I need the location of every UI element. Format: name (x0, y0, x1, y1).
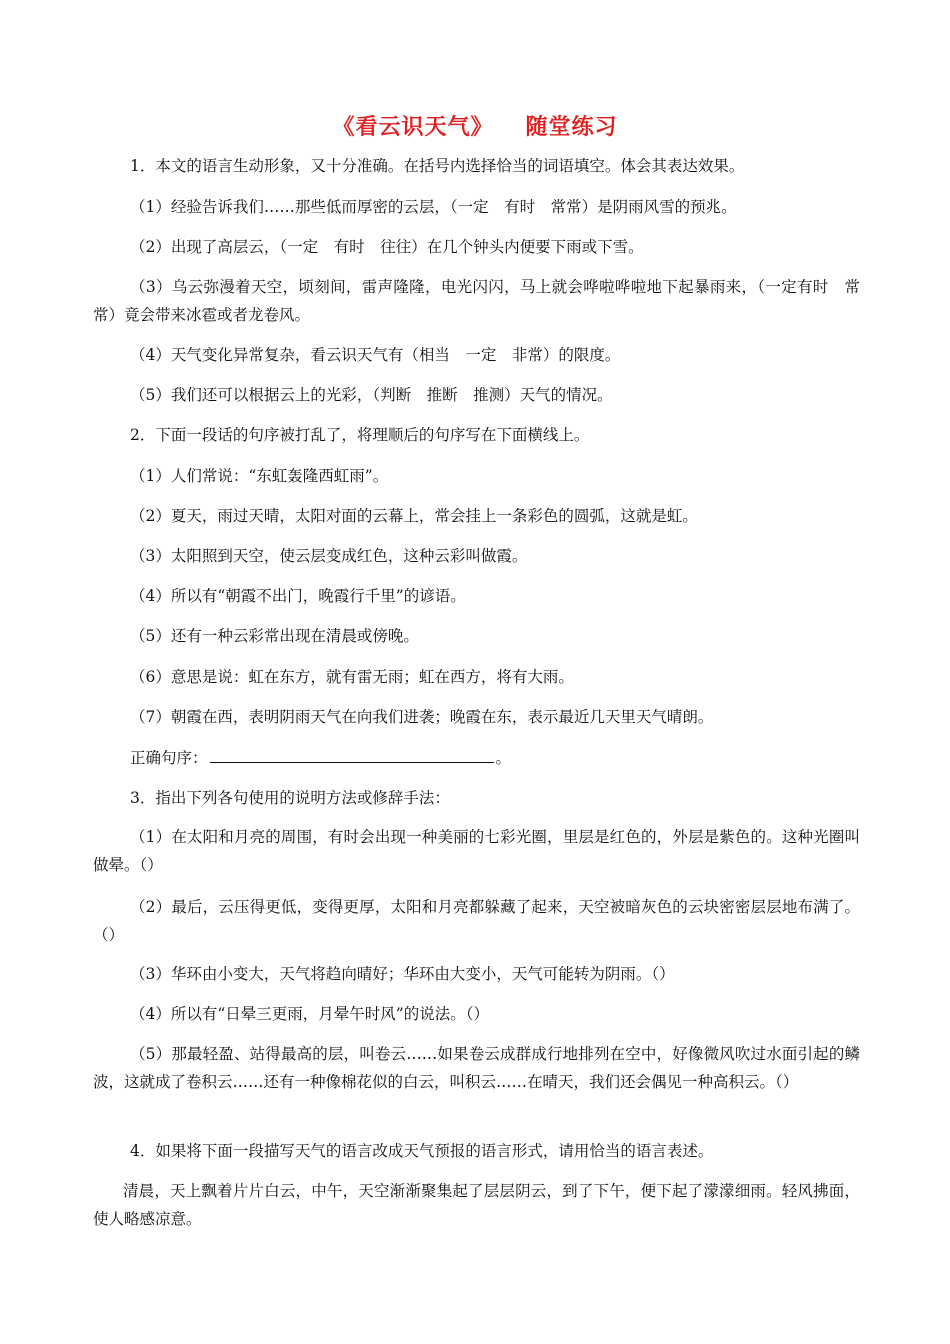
q3-item-3: （3）华环由小变大，天气将趋向晴好；华环由大变小，天气可能转为阴雨。（） (130, 965, 675, 983)
q1-item-2: （2）出现了高层云，（一定 有时 往往）在几个钟头内便要下雨或下雪。 (130, 238, 644, 256)
q3-item-2: （2）最后，云压得更低，变得更厚，太阳和月亮都躲藏了起来，天空被暗灰色的云块密密层层地布满了。（） (93, 898, 860, 944)
q1-item-5: （5）我们还可以根据云上的光彩，（判断 推断 推测）天气的情况。 (130, 386, 613, 404)
title-main: 《看云识天气》 (332, 114, 494, 140)
q2-stem: 2．下面一段话的句序被打乱了，将理顺后的句序写在下面横线上。 (130, 426, 590, 444)
q2-item-3: （3）太阳照到天空，使云层变成红色，这种云彩叫做霞。 (130, 547, 528, 565)
q1-item-1: （1）经验告诉我们……那些低而厚密的云层，（一定 有时 常常）是阴雨风雪的预兆。 (130, 198, 737, 216)
page-title (0, 110, 950, 141)
answer-end: 。 (495, 749, 512, 767)
q1-stem: 1．本文的语言生动形象，又十分准确。在括号内选择恰当的词语填空。体会其表达效果。 (130, 157, 745, 175)
q1-item-3: （3）乌云弥漫着天空，顷刻间，雷声隆隆，电光闪闪，马上就会哗啦哗啦地下起暴雨来，（一定有时 常常）竟会带来冰雹或者龙卷风。 (93, 278, 860, 324)
answer-blank[interactable] (210, 746, 494, 763)
q2-item-1: （1）人们常说：“东虹轰隆西虹雨”。 (130, 467, 389, 485)
q3-item-4: （4）所以有“日晕三更雨，月晕午时风”的说法。（） (130, 1005, 489, 1023)
q1-item-4: （4）天气变化异常复杂，看云识天气有（相当 一定 非常）的限度。 (130, 346, 621, 364)
q4-stem: 4．如果将下面一段描写天气的语言改成天气预报的语言形式，请用恰当的语言表述。 (130, 1142, 714, 1160)
q2-item-4: （4）所以有“朝霞不出门，晚霞行千里”的谚语。 (130, 587, 466, 605)
q3-stem: 3．指出下列各句使用的说明方法或修辞手法： (130, 789, 450, 807)
q2-item-6: （6）意思是说：虹在东方，就有雷无雨；虹在西方，将有大雨。 (130, 668, 574, 686)
q3-item-5: （5）那最轻盈、站得最高的层，叫卷云……如果卷云成群成行地排列在空中，好像微风吹过水面引起的鳞波，这就成了卷积云……还有一种像棉花似的白云，叫积云……在晴天，我们还会偶见一种高积云。（） (93, 1045, 860, 1091)
title-sub: 随堂练习 (525, 114, 618, 140)
q2-answer-row (130, 746, 511, 769)
q2-item-5: （5）还有一种云彩常出现在清晨或傍晚。 (130, 627, 419, 645)
q4-passage: 清晨，天上飘着片片白云，中午，天空渐渐聚集起了层层阴云，到了下午，便下起了濛濛细雨。轻风拂面，使人略感凉意。 (93, 1182, 860, 1228)
q2-item-7: （7）朝霞在西，表明阴雨天气在向我们进袭；晚霞在东，表示最近几天里天气晴朗。 (130, 708, 714, 726)
q3-item-1: （1）在太阳和月亮的周围，有时会出现一种美丽的七彩光圈，里层是红色的，外层是紫色的。这种光圈叫做晕。（） (93, 828, 860, 874)
q2-item-2: （2）夏天，雨过天晴，太阳对面的云幕上，常会挂上一条彩色的圆弧，这就是虹。 (130, 507, 698, 525)
answer-label: 正确句序： (130, 749, 208, 767)
